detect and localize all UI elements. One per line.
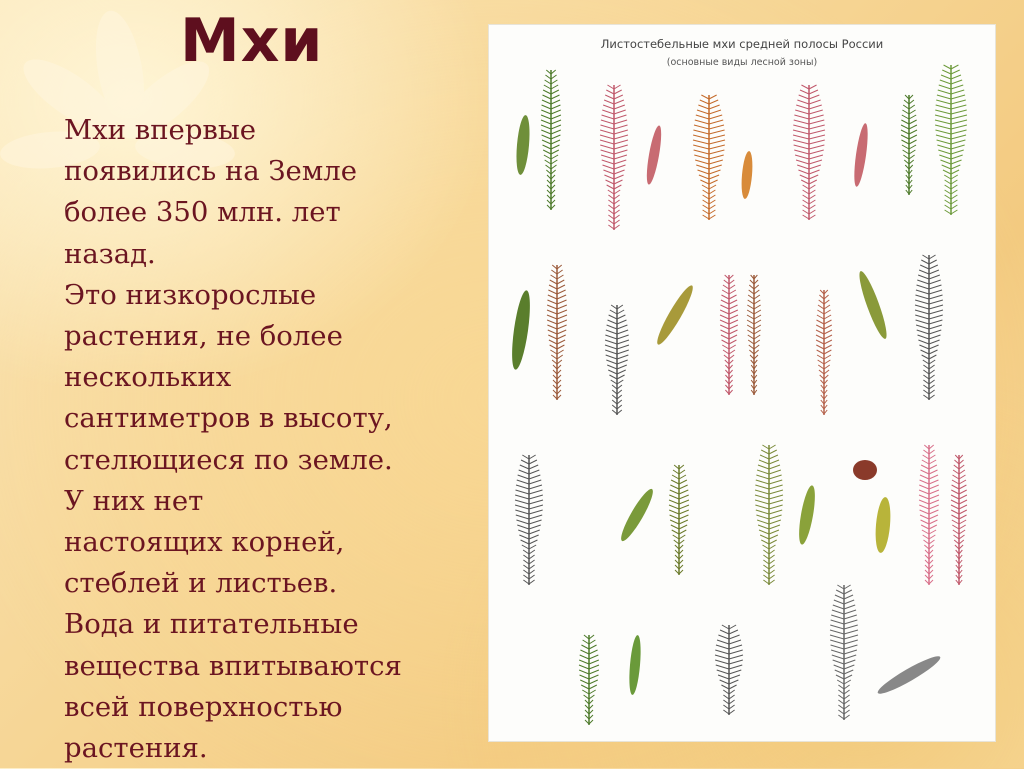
- moss-leaf-drawing: [514, 115, 531, 176]
- body-line: У них нет: [64, 484, 204, 517]
- moss-drawing: [793, 85, 825, 220]
- moss-drawing: [935, 65, 967, 215]
- moss-drawing: [715, 625, 743, 715]
- moss-leaf-drawing: [796, 484, 818, 545]
- moss-drawing: [547, 265, 567, 400]
- moss-drawing: [830, 585, 858, 720]
- moss-leaf-drawing: [509, 289, 534, 370]
- moss-drawing: [915, 255, 943, 400]
- body-line: более 350 млн. лет: [64, 196, 341, 229]
- body-line: всей поверхностью: [64, 690, 343, 723]
- moss-leaf-drawing: [875, 652, 943, 698]
- body-line: появились на Земле: [64, 155, 357, 188]
- moss-leaf-drawing: [855, 269, 891, 341]
- body-line: Это низкорослые: [64, 278, 317, 311]
- poster-title: Листостебельные мхи средней полосы России: [600, 37, 884, 51]
- body-line: назад.: [64, 237, 156, 270]
- moss-leaf-drawing: [627, 635, 642, 696]
- body-line: сантиметров в высоту,: [64, 402, 393, 435]
- moss-leaf-drawing: [653, 283, 697, 348]
- body-line: настоящих корней,: [64, 526, 345, 559]
- moss-leaf-drawing: [852, 123, 871, 188]
- moss-drawing: [669, 465, 689, 575]
- body-line: растения.: [64, 732, 208, 765]
- moss-leaf-drawing: [853, 460, 877, 480]
- moss-drawing: [541, 70, 561, 210]
- body-line: Мхи впервые: [64, 114, 257, 146]
- body-line: Вода и питательные: [64, 608, 359, 641]
- body-line: стеблей и листьев.: [64, 567, 338, 600]
- slide-title: Мхи: [180, 6, 324, 76]
- body-line: растения, не более: [64, 320, 343, 353]
- moss-leaf-drawing: [740, 151, 754, 200]
- moss-drawing: [747, 275, 761, 395]
- moss-drawing: [693, 95, 725, 220]
- moss-species-poster: [488, 24, 996, 742]
- moss-illustrations: [489, 25, 995, 741]
- moss-drawing: [901, 95, 917, 195]
- moss-drawing: [755, 445, 783, 585]
- poster-subtitle: (основные виды лесной зоны): [666, 57, 818, 68]
- moss-drawing: [816, 290, 832, 415]
- moss-leaf-drawing: [874, 496, 893, 553]
- body-line: нескольких: [64, 361, 232, 394]
- moss-leaf-drawing: [644, 125, 664, 186]
- moss-drawing: [951, 455, 967, 585]
- moss-drawing: [919, 445, 939, 585]
- moss-drawing: [720, 275, 738, 395]
- moss-leaf-drawing: [617, 486, 657, 544]
- moss-drawing: [515, 455, 543, 585]
- moss-drawing: [605, 305, 629, 415]
- moss-drawing: [600, 85, 628, 230]
- slide-body-text: [64, 110, 464, 769]
- moss-drawing: [579, 635, 599, 725]
- body-line: стелющиеся по земле.: [64, 443, 393, 476]
- body-line: вещества впитываются: [64, 649, 402, 682]
